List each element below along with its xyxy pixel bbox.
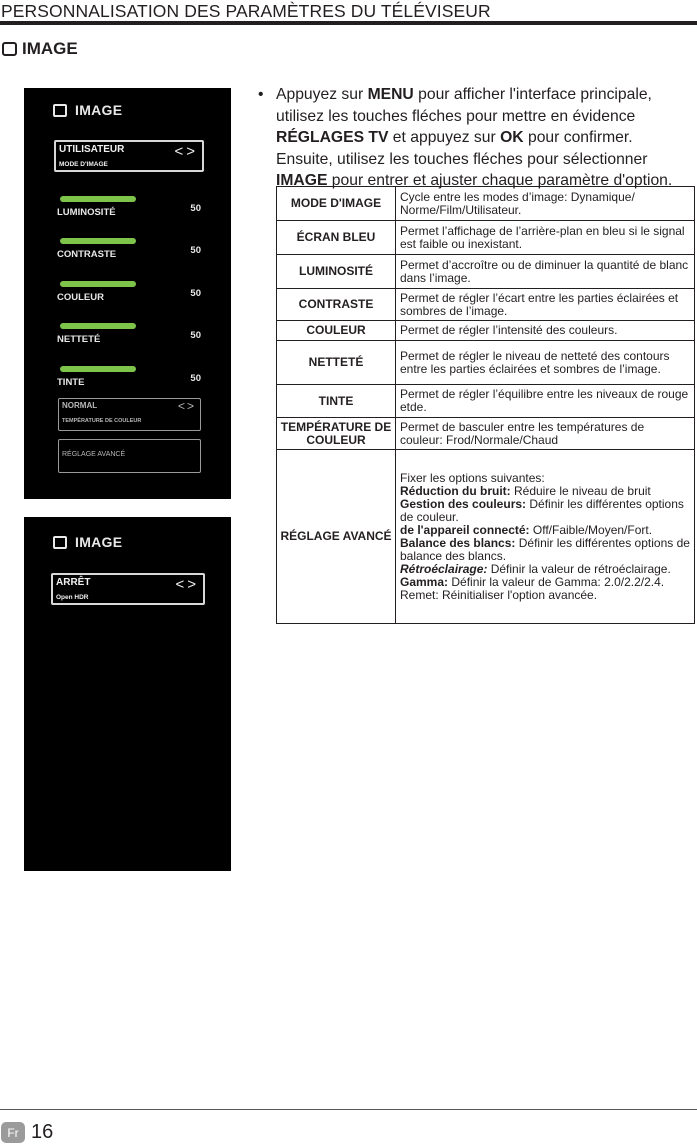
intro-line [276, 84, 697, 106]
header-rule [0, 21, 697, 25]
section-title: IMAGE [22, 39, 78, 58]
slider-name: LUMINOSITÉ [57, 207, 116, 218]
item-text: Définir la valeur de rétroéclairage. [487, 561, 671, 576]
tv-menu-title: IMAGE [75, 102, 123, 118]
slider-name: CONTRASTE [57, 249, 117, 260]
tv-menu-screenshot-picture [24, 88, 231, 499]
option-name: ÉCRAN BLEU [277, 221, 396, 255]
tv-settings-key: RÉGLAGES TV [276, 129, 389, 146]
square-icon [53, 536, 67, 549]
page-number: 16 [31, 1121, 54, 1143]
slider-value: 50 [190, 373, 201, 384]
table-row [277, 341, 695, 385]
picture-mode-selector [54, 140, 204, 172]
option-description: Permet de régler l’écart entre les parties éclairées et sombres de l’image. [396, 289, 695, 321]
slider-bar [60, 238, 136, 244]
advanced-settings-label: RÉGLAGE AVANCÉ [62, 451, 126, 458]
intro-lines [276, 84, 697, 192]
item-label: Gamma: [400, 574, 449, 589]
item-label: Réduction du bruit: [400, 483, 511, 498]
bullet: • [258, 86, 264, 103]
item-label: de l'appareil connecté: [400, 522, 530, 537]
image-key: IMAGE [276, 172, 328, 189]
option-description: Permet de régler l’équilibre entre les niveaux de rouge etde. [396, 385, 695, 418]
table-row [277, 255, 695, 289]
option-name: TINTE [277, 385, 396, 418]
option-description: Permet l’affichage de l’arrière-plan en bleu si le signal est faible ou inexistant. [396, 221, 695, 255]
slider-bar [60, 366, 136, 372]
intro-line: utilisez les touches fléches pour mettre en évidence [276, 107, 636, 125]
slider-name: NETTETÉ [57, 334, 101, 345]
tv-menu-title: IMAGE [75, 534, 123, 550]
table-row [277, 418, 695, 450]
tv-menu-screenshot-hdr [24, 517, 231, 871]
option-description-advanced [396, 450, 695, 624]
text: Appuyez sur [276, 86, 368, 103]
item-text: Off/Faible/Moyen/Fort. [529, 522, 653, 537]
page-title: PERSONNALISATION DES PARAMÈTRES DU TÉLÉVISEUR [1, 1, 491, 21]
slider-name: TINTE [57, 377, 85, 388]
square-icon [2, 42, 17, 56]
hdr-value: ARRÊT [56, 577, 91, 588]
text: pour afficher l'interface principale, [413, 86, 652, 103]
table-row [277, 187, 695, 221]
option-description: Permet de basculer entre les températures de couleur: Frod/Normale/Chaud [396, 418, 695, 450]
option-name: NETTETÉ [277, 341, 396, 385]
color-temperature-label: TEMPÉRATURE DE COULEUR [62, 418, 142, 424]
advanced-intro: Fixer les options suivantes: [400, 470, 545, 485]
slider-name: COULEUR [57, 292, 104, 303]
slider-bar [60, 323, 136, 329]
language-badge: Fr [1, 1122, 25, 1143]
slider-bar [60, 281, 136, 287]
table-row [277, 221, 695, 255]
tv-menu-header [53, 534, 122, 550]
option-name: RÉGLAGE AVANCÉ [277, 450, 396, 624]
option-description: Permet de régler le niveau de netteté des contours entre les parties éclairées et sombres de l’image. [396, 341, 695, 385]
option-description: Cycle entre les modes d’image: Dynamique/ Norme/Film/Utilisateur. [396, 187, 695, 221]
intro-line: Ensuite, utilisez les touches fléches pour sélectionner [276, 150, 648, 168]
section-heading [2, 38, 78, 60]
table-row [277, 450, 695, 624]
item-text: Définir la valeur de Gamma: 2.0/2.2/2.4. [448, 574, 665, 589]
tv-menu-header [53, 102, 122, 118]
slider-value: 50 [190, 288, 201, 299]
advanced-item [400, 537, 690, 563]
square-icon [53, 104, 67, 117]
page-header [0, 0, 697, 26]
option-name: CONTRASTE [277, 289, 396, 321]
advanced-settings-box [58, 439, 201, 473]
intro-line [276, 127, 697, 149]
slider-value: 50 [190, 245, 201, 256]
left-right-arrows-icon: <> [177, 399, 196, 413]
option-name: TEMPÉRATURE DE COULEUR [277, 418, 396, 450]
ok-key: OK [500, 129, 524, 146]
option-name: COULEUR [277, 321, 396, 341]
text: pour entrer et ajuster chaque paramètre d'option. [327, 172, 673, 189]
item-text: Définir les différentes options de couleur. [400, 496, 684, 524]
left-right-arrows-icon: <> [175, 576, 199, 593]
slider-value: 50 [190, 330, 201, 341]
advanced-item [400, 498, 690, 524]
color-temperature-box [58, 398, 201, 431]
options-table [276, 186, 695, 624]
item-label: Gestion des couleurs: [400, 496, 527, 511]
option-description: Permet de régler l’intensité des couleurs. [396, 321, 695, 341]
option-name: MODE D'IMAGE [277, 187, 396, 221]
text: et appuyez sur [388, 129, 501, 146]
slider-value: 50 [190, 203, 201, 214]
item-text: Réduire le niveau de bruit [510, 483, 651, 498]
text: pour confirmer. [523, 129, 633, 146]
picture-mode-label: MODE D'IMAGE [59, 161, 108, 168]
menu-key: MENU [367, 86, 414, 103]
footer-rule [0, 1109, 697, 1110]
item-label: Balance des blancs: [400, 535, 516, 550]
color-temperature-value: NORMAL [62, 401, 98, 410]
option-name: LUMINOSITÉ [277, 255, 396, 289]
advanced-item [400, 576, 690, 589]
advanced-item: Remet: Réinitialiser l'option avancée. [400, 587, 598, 602]
table-row [277, 289, 695, 321]
item-label: Rétroéclairage: [400, 561, 488, 576]
slider-bar [60, 196, 136, 202]
option-description: Permet d’accroître ou de diminuer la quantité de blanc dans l’image. [396, 255, 695, 289]
hdr-label: Open HDR [56, 594, 89, 601]
item-text: Définir les différentes options de balance des blancs. [400, 535, 690, 563]
hdr-selector [51, 573, 205, 605]
table-row [277, 385, 695, 418]
left-right-arrows-icon: <> [174, 143, 198, 160]
picture-mode-value: UTILISATEUR [59, 144, 125, 155]
table-row [277, 321, 695, 341]
